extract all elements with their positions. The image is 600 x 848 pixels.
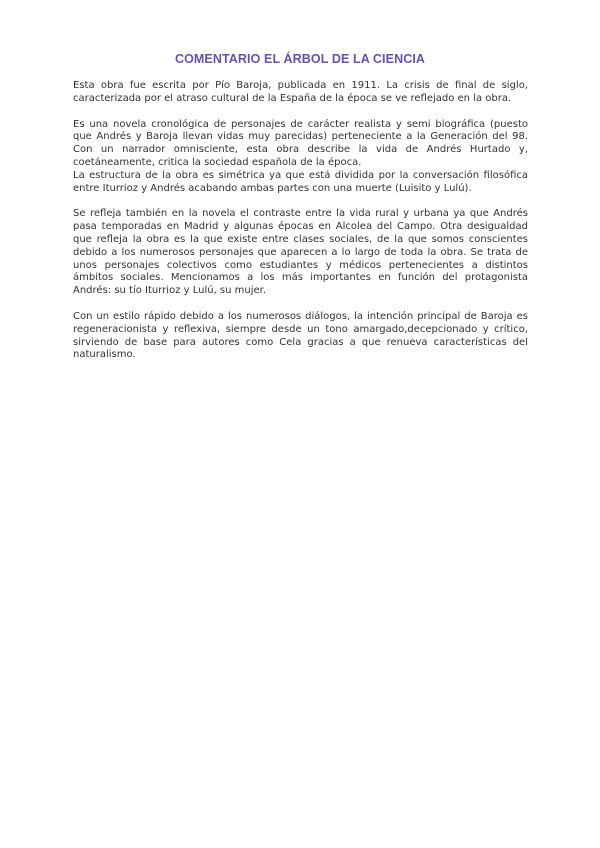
paragraph-style: Con un estilo rápido debido a los numerosos diálogos, la intención principal de Baroja es regeneracionista y reflexiva, siempre desde un tono amargado,decepcionado y crítico, sirviendo de base para autores como Cela gracias a que renueva características del naturalismo.: [73, 310, 528, 361]
document-body: [73, 80, 528, 362]
paragraph-genre: Es una novela cronológica de personajes de carácter realista y semi biográfica (puesto que Andrés y Baroja llevan vidas muy parecidas) perteneciente a la Generación del 98. Con un narrador omnisciente, esta obra describe la vida de Andrés Hurtado y, coetáneamente, critica la sociedad española de la época.: [73, 118, 528, 168]
paragraph-gap: [73, 298, 528, 311]
paragraph-gap: [73, 195, 528, 208]
paragraph-contrast: Se refleja también en la novela el contraste entre la vida rural y urbana ya que Andrés pasa temporadas en Madrid y algunas épocas en Alcolea del Campo. Otra desigualdad que refleja la obra es la que existe entre clases sociales, de la que somos conscientes debido a los numerosos personajes que aparecen a lo largo de toda la obra. Se trata de unos personajes colectivos como estudiantes y médicos pertenecientes a distintos ámbitos sociales. Mencionamos a los más importantes en función del protagonista Andrés: su tío Iturrioz y Lulú, su mujer.: [73, 208, 528, 297]
paragraph-gap: [73, 106, 528, 119]
paragraph-intro: Esta obra fue escrita por Pío Baroja, publicada en 1911. La crisis de final de siglo, caracterizada por el atraso cultural de la España de la época se ve reflejado en la obra.: [73, 80, 528, 104]
document-title: COMENTARIO EL ÁRBOL DE LA CIENCIA: [174, 52, 426, 66]
paragraph-structure: La estructura de la obra es simétrica ya que está dividida por la conversación filosófica entre Iturrioz y Andrés acabando ambas partes con una muerte (Luisito y Lulú).: [73, 169, 528, 194]
